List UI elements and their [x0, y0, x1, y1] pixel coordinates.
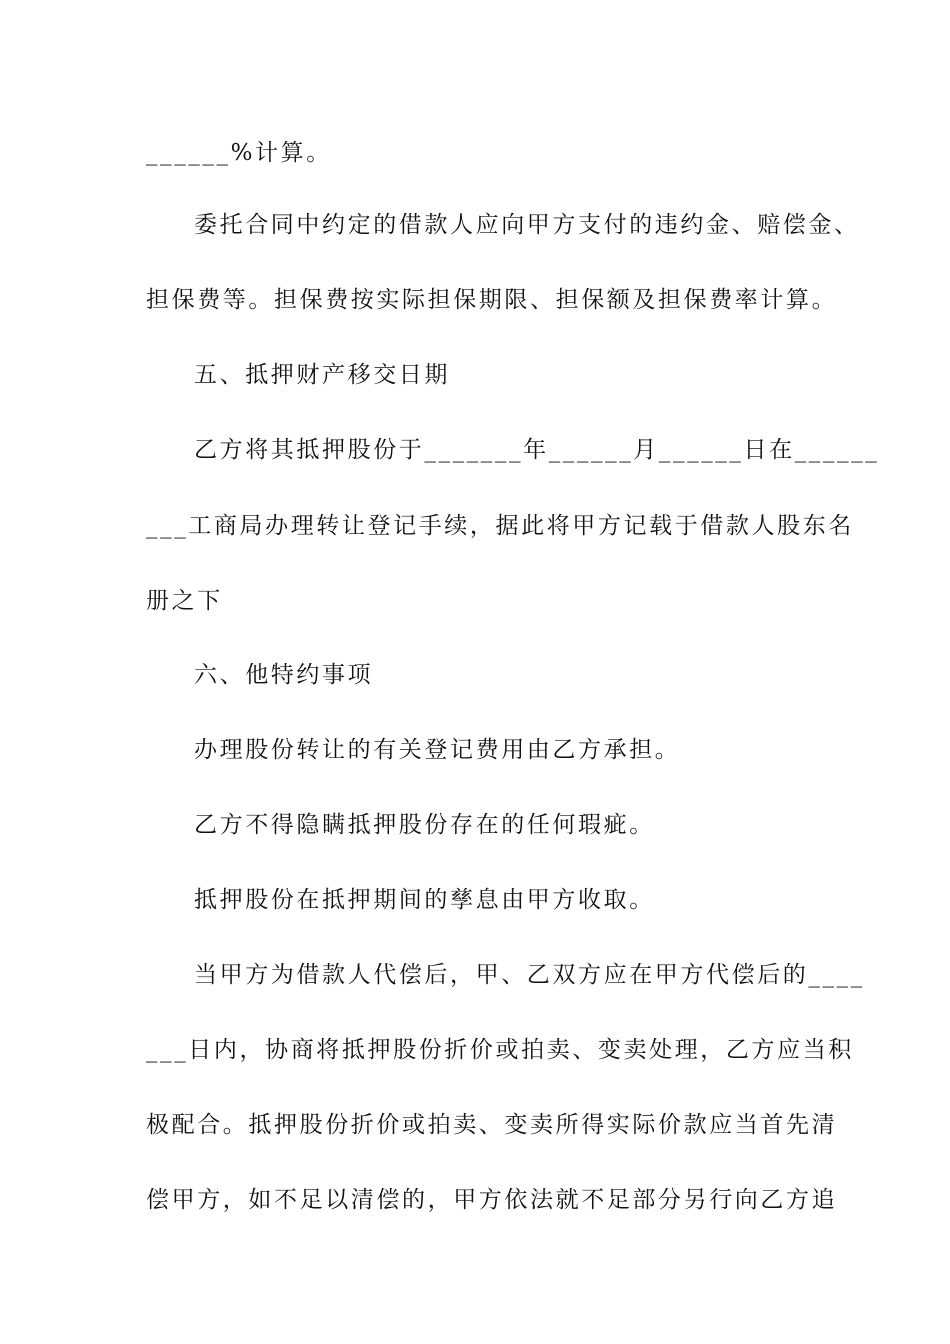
text-line: ______%计算。 — [146, 140, 332, 166]
section-heading-5: 五、抵押财产移交日期 — [194, 362, 450, 388]
paragraph-line: 乙方将其抵押股份于_______年______月______日在______ — [194, 437, 880, 463]
paragraph-line: 抵押股份在抵押期间的孳息由甲方收取。 — [194, 887, 655, 913]
paragraph-line: 委托合同中约定的借款人应向甲方支付的违约金、赔偿金、 — [194, 212, 860, 238]
text-line: 册之下 — [146, 588, 223, 614]
paragraph-line: 乙方不得隐瞒抵押股份存在的任何瑕疵。 — [194, 812, 655, 838]
text-line: ___日内，协商将抵押股份折价或拍卖、变卖处理，乙方应当积 — [146, 1037, 854, 1063]
text-line: 担保费等。担保费按实际担保期限、担保额及担保费率计算。 — [146, 287, 838, 313]
text-line: 偿甲方，如不足以清偿的，甲方依法就不足部分另行向乙方追 — [146, 1187, 838, 1213]
text-line: 极配合。抵押股份折价或拍卖、变卖所得实际价款应当首先清 — [146, 1112, 838, 1138]
section-heading-6: 六、他特约事项 — [194, 662, 374, 688]
paragraph-line: 当甲方为借款人代偿后，甲、乙双方应在甲方代偿后的____ — [194, 962, 865, 988]
paragraph-line: 办理股份转让的有关登记费用由乙方承担。 — [194, 737, 681, 763]
text-line: ___工商局办理转让登记手续，据此将甲方记载于借款人股东名 — [146, 513, 854, 539]
